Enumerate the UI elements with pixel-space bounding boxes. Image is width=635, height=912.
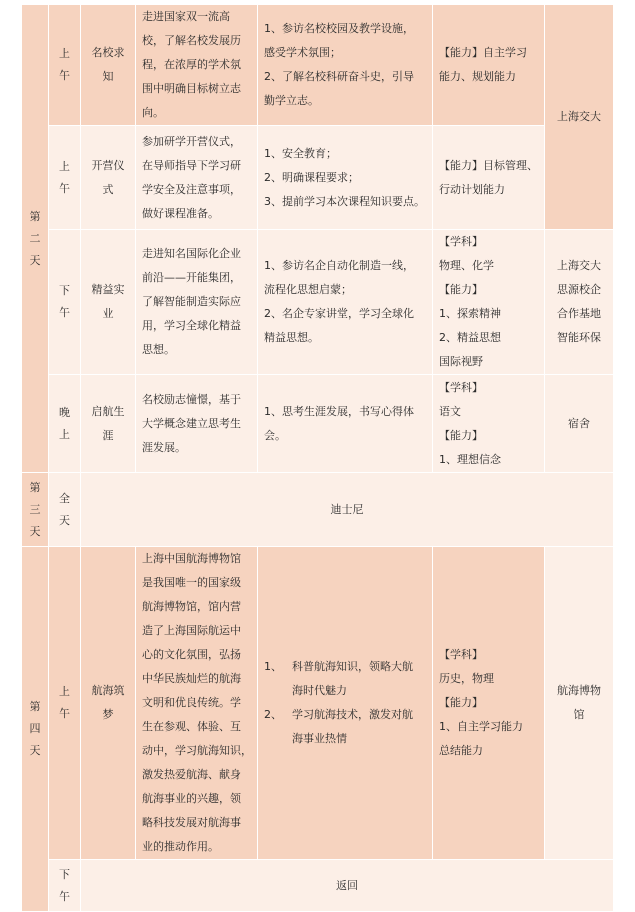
ability-goals: 【学科】 历史，物理 【能力】 1、自主学习能力 总结能力 [433,547,545,860]
ability-goals: 【学科】 语文 【能力】 1、理想信念 [433,375,545,473]
course-name: 精益实 业 [81,230,136,375]
table-row [22,230,614,375]
table-row [22,547,614,860]
time-cell: 下 午 [49,860,81,912]
time-cell: 晚 上 [49,375,81,473]
course-description: 名校励志憧憬，基于 大学概念建立思考生 涯发展。 [136,375,258,473]
course-description: 走进国家双一流高 校，了解名校发展历 程，在浓厚的学术氛 围中明确目标树立志 向。 [136,5,258,126]
time-cell: 上 午 [49,126,81,230]
activity-content: 1、参访名企自动化制造一线， 流程化思想启蒙； 2、名企专家讲堂，学习全球化 精益思想。 [258,230,433,375]
course-name: 名校求 知 [81,5,136,126]
table-row [22,860,614,912]
location: 上海交大 思源校企 合作基地 智能环保 [545,230,614,375]
table-row [22,5,614,126]
table-row [22,473,614,547]
course-description: 走进知名国际化企业 前沿——开能集团， 了解智能制造实际应 用，学习全球化精益 思想。 [136,230,258,375]
course-name: 启航生 涯 [81,375,136,473]
table-row [22,375,614,473]
activity-content: 1、安全教育； 2、明确课程要求； 3、提前学习本次课程知识要点。 [258,126,433,230]
itinerary-table [21,4,614,912]
course-name: 航海筑 梦 [81,547,136,860]
location: 上海交大 [545,5,614,230]
day-content: 返回 [81,860,614,912]
location: 航海博物 馆 [545,547,614,860]
activity-content: 1、思考生涯发展，书写心得体 会。 [258,375,433,473]
table-row [22,126,614,230]
ability-goals: 【学科】 物理、化学 【能力】 1、探索精神 2、精益思想 国际视野 [433,230,545,375]
activity-content: 1、 科普航海知识，领略大航 海时代魅力 2、 学习航海技术，激发对航 海事业热情 [258,547,433,860]
time-cell: 上 午 [49,5,81,126]
day-label: 第 四 天 [22,547,49,912]
course-description: 参加研学开营仪式， 在导师指导下学习研 学安全及注意事项， 做好课程准备。 [136,126,258,230]
day-content: 迪士尼 [81,473,614,547]
day-label: 第 三 天 [22,473,49,547]
location: 宿舍 [545,375,614,473]
time-cell: 上 午 [49,547,81,860]
ability-goals: 【能力】自主学习 能力、规划能力 [433,5,545,126]
day-label: 第 二 天 [22,5,49,473]
ability-goals: 【能力】目标管理、 行动计划能力 [433,126,545,230]
course-description: 上海中国航海博物馆 是我国唯一的国家级 航海博物馆，馆内营 造了上海国际航运中 心的文化氛围，弘扬 中华民族灿烂的航海 文明和优良传统。学 生在参观、体验、互 动中，学习航海知识， 激发热爱航海、献身 航海事业的兴趣，领 略科技发展对航海事 业的推动作用。 [136,547,258,860]
time-cell: 全 天 [49,473,81,547]
activity-content: 1、参访名校校园及教学设施， 感受学术氛围； 2、了解名校科研奋斗史，引导 勤学立志。 [258,5,433,126]
time-cell: 下 午 [49,230,81,375]
course-name: 开营仪 式 [81,126,136,230]
